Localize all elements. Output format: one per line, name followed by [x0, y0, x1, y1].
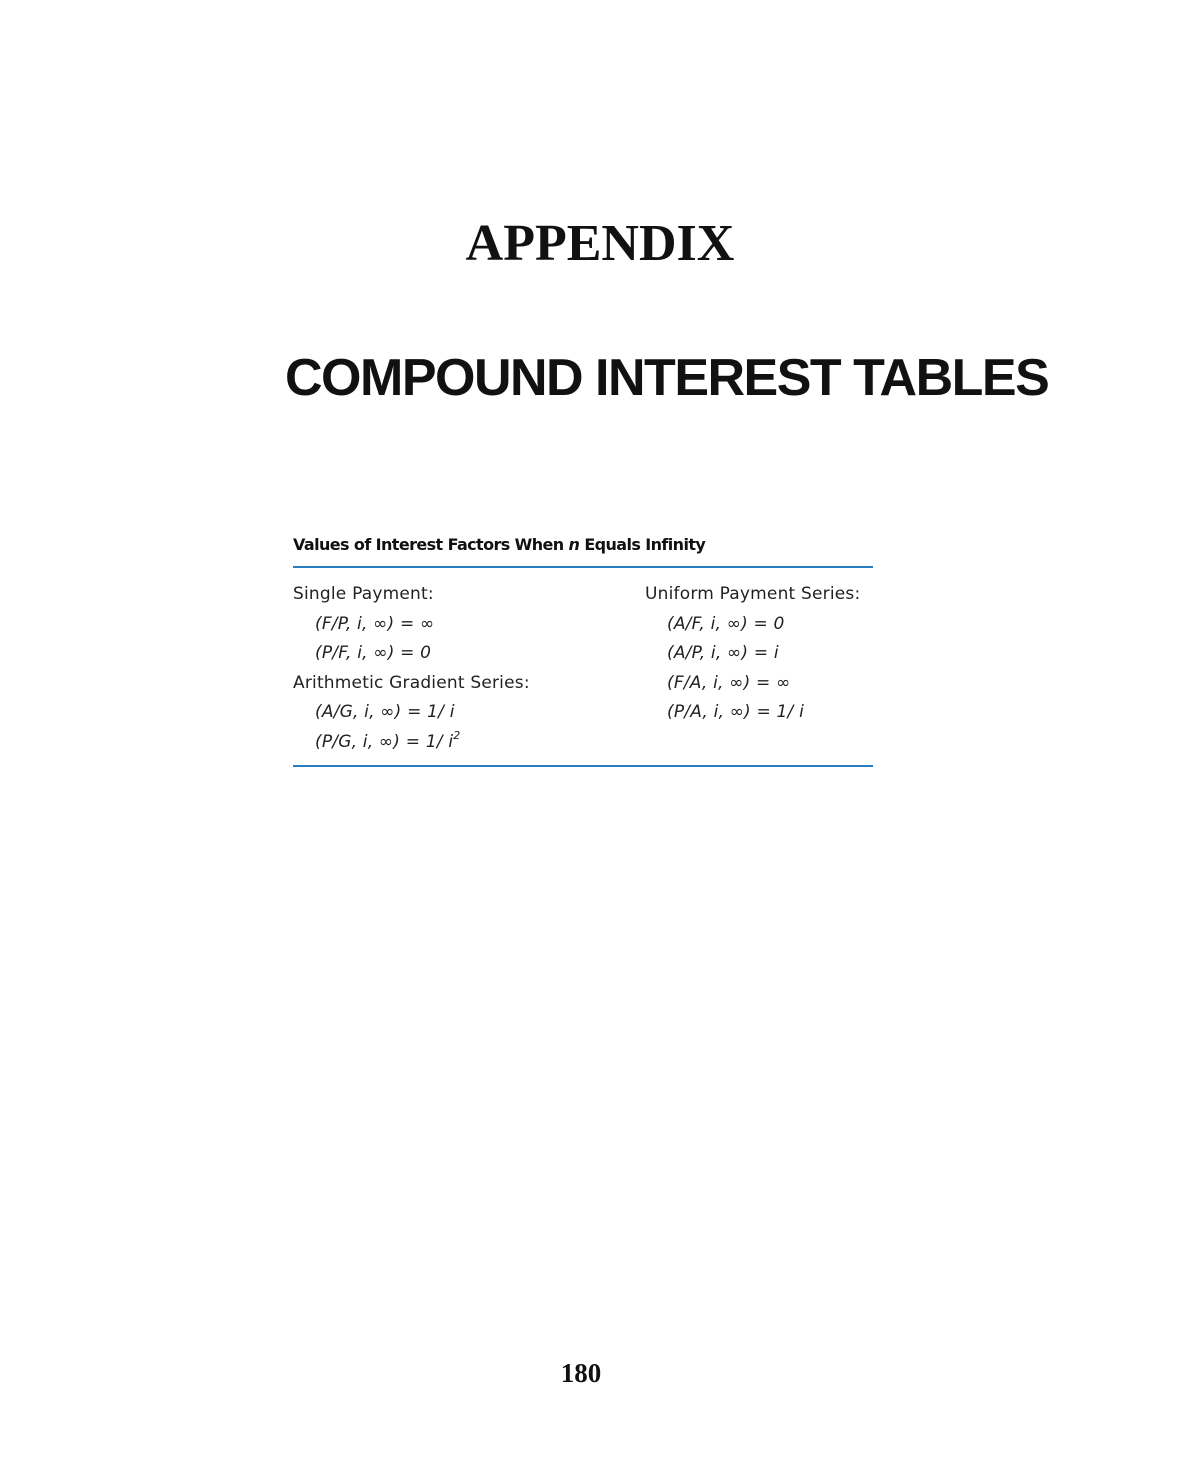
formula-fa: (F/A, i, ∞) = ∞: [667, 672, 791, 693]
formula-pg-base: (P/G, i, ∞) = 1/ i: [315, 731, 454, 752]
formula-pf: (P/F, i, ∞) = 0: [315, 643, 432, 663]
table-caption: [293, 534, 873, 562]
table-body: [293, 568, 873, 765]
caption-suffix: Equals Infinity: [584, 535, 706, 554]
gradient-header: Arithmetic Gradient Series:: [293, 672, 530, 693]
formula-af: (A/F, i, ∞) = 0: [667, 613, 785, 634]
caption-prefix: Values of Interest Factors When: [293, 535, 564, 554]
single-payment-header: Single Payment:: [293, 584, 434, 604]
formula-fp: (F/P, i, ∞) = ∞: [315, 613, 435, 634]
right-column: [645, 580, 873, 757]
formula-ag: (A/G, i, ∞) = 1/ i: [315, 702, 455, 722]
formula-pg-exponent: 2: [453, 728, 461, 742]
infinity-factors-table: [293, 534, 873, 767]
page-number: 180: [560, 1358, 602, 1388]
caption-variable: n: [568, 535, 580, 554]
left-column: [293, 580, 645, 757]
chapter-title: COMPOUND INTEREST TABLES: [285, 349, 1049, 407]
formula-ap: (A/P, i, ∞) = i: [667, 643, 779, 663]
table-bottom-rule: [293, 765, 873, 767]
appendix-heading: APPENDIX: [465, 215, 735, 272]
formula-pg: [293, 728, 645, 758]
formula-pa: (P/A, i, ∞) = 1/ i: [667, 702, 805, 722]
uniform-header: Uniform Payment Series:: [645, 584, 861, 604]
